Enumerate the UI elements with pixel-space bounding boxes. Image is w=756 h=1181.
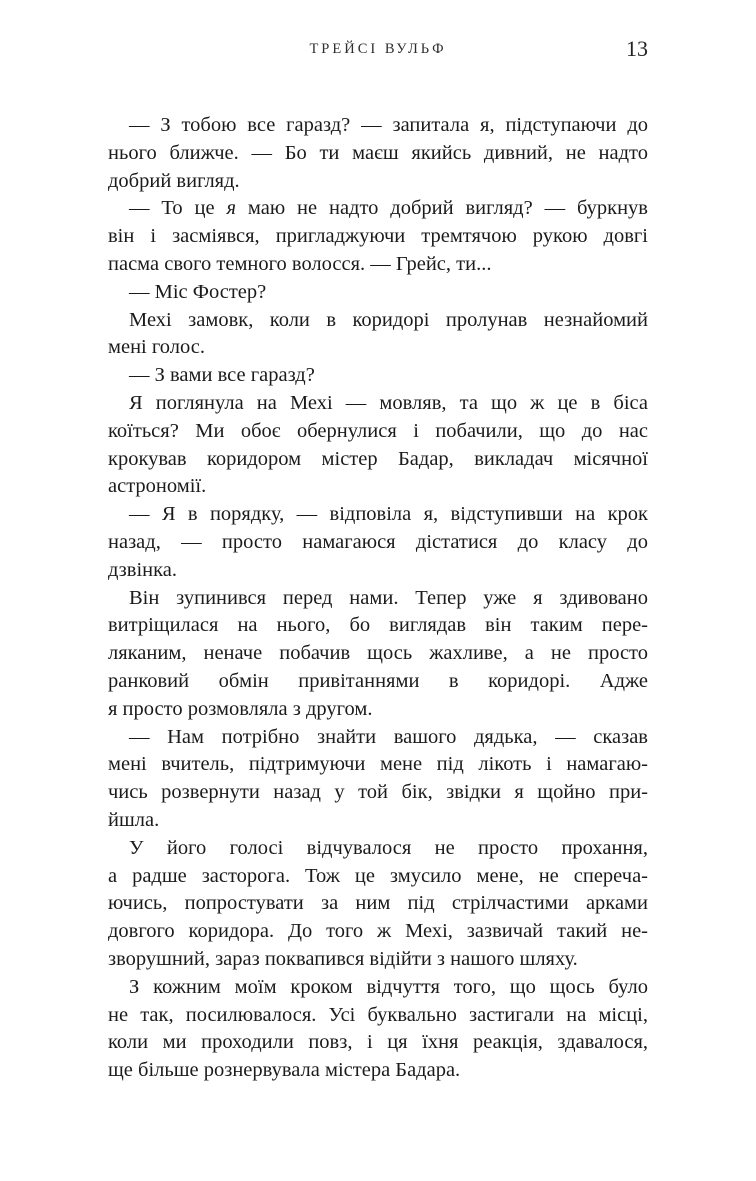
text-line: йшла. (108, 808, 160, 831)
text-line: — Я в порядку, — відповіла я, відступивши на крок (129, 503, 648, 526)
text-line: мені вчитель, підтримуючи мене під лікоть і намагаю- (108, 753, 648, 776)
text-line: дзвінка. (108, 558, 177, 581)
text-line: Я поглянула на Мехі — мовляв, та що ж це в біса (129, 391, 648, 414)
text-line: назад, — просто намагаюся дістатися до класу до (108, 530, 648, 553)
paragraph (108, 501, 648, 584)
paragraph (108, 112, 648, 195)
text-line: добрий вигляд. (108, 169, 240, 192)
paragraph (108, 724, 648, 835)
running-title: ТРЕЙСІ ВУЛЬФ (309, 41, 447, 57)
paragraph (108, 362, 648, 390)
text-line: коїться? Ми обоє обернулися і побачили, що до нас (108, 419, 648, 442)
paragraph (108, 307, 648, 363)
text-line: — З тобою все гаразд? — запитала я, підступаючи до (129, 114, 648, 136)
text-line: — Міс Фостер? (129, 280, 267, 303)
text-line: У його голосі відчувалося не просто прохання, (129, 836, 648, 859)
text-line: Мехі замовк, коли в коридорі пролунав незнайомий (129, 308, 648, 331)
text-line: коли ми проходили повз, і ця їхня реакція, здавалося, (108, 1031, 648, 1054)
text-line: — То це я маю не надто добрий вигляд? — буркнув (129, 197, 648, 220)
text-line: витріщилася на нього, бо виглядав він таким пере- (108, 614, 648, 637)
text-line: ще більше рознервувала містера Бадара. (108, 1059, 461, 1082)
text-line: З кожним моїм кроком відчуття того, що щось було (129, 975, 648, 998)
text-line: зворушний, зараз поквапився відійти з нашого шляху. (108, 947, 578, 970)
text-line: ючись, попростувати за ним під стрілчастими арками (108, 892, 648, 915)
text-line: ляканим, неначе побачив щось жахливе, а не просто (108, 642, 648, 665)
text-line: довгого коридора. До того ж Мехі, зазвичай такий не- (108, 920, 648, 943)
text-line: не так, посилювалося. Усі буквально застигали на місці, (108, 1003, 648, 1026)
text-line: Він зупинився перед нами. Тепер уже я здивовано (129, 586, 648, 609)
paragraph (108, 835, 648, 974)
paragraph (108, 279, 648, 307)
text-block (108, 112, 648, 1085)
text-line: я просто розмовляла з другом. (108, 697, 373, 720)
text-line: астрономії. (108, 475, 207, 498)
text-line: — Нам потрібно знайти вашого дядька, — сказав (129, 725, 648, 748)
text-line: крокував коридором містер Бадар, викладач місячної (108, 447, 648, 470)
text-line: він і засміявся, пригладжуючи тремтячою рукою довгі (108, 225, 648, 248)
running-head (108, 36, 648, 62)
paragraph (108, 390, 648, 501)
text-line: чись розвернути назад у той бік, звідки я щойно при- (108, 781, 648, 804)
paragraph (108, 585, 648, 724)
text-line: а радше засторога. Тож це змусило мене, не спереча- (108, 864, 648, 887)
paragraph (108, 195, 648, 278)
page-number: 13 (626, 36, 648, 61)
text-line: — З вами все гаразд? (129, 364, 315, 387)
text-line: мені голос. (108, 336, 205, 359)
text-line: ранковий обмін привітаннями в коридорі. Адже (108, 669, 648, 692)
text-line: нього ближче. — Бо ти маєш якийсь дивний, не надто (108, 141, 648, 164)
text-line: пасма свого темного волосся. — Грейс, ти... (108, 252, 492, 275)
paragraph (108, 974, 648, 1085)
